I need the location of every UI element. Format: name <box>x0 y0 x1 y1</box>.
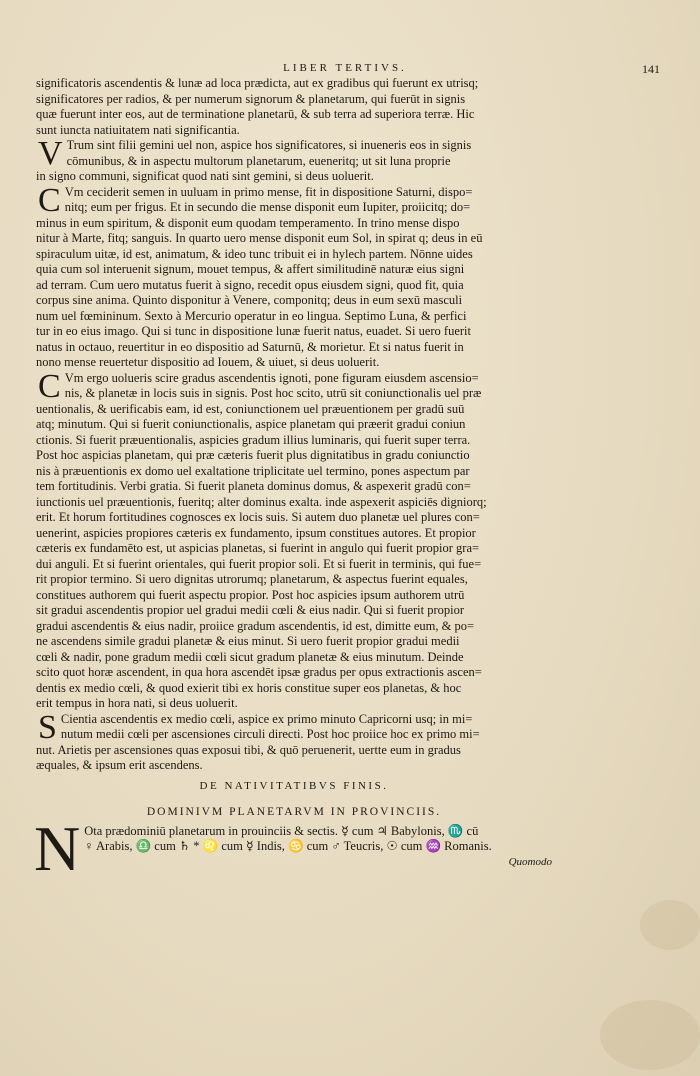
text-line: nut. Arietis per ascensiones quas exposui tibi, & quō peruenerit, uertte eum in gradus <box>36 742 461 757</box>
text-line: cæteris ex fundamēto est, ut aspicias planetas, si fuerint in angulo qui fuerit propior gra= <box>36 541 480 555</box>
paragraph <box>36 708 552 774</box>
text-line: spiraculum uitæ, id est, animatum, & ideo tunc tribuit ei in hylech partem. Nōnne uides <box>36 246 473 261</box>
text-line: constitues authorem qui fuerit aspectu propior. Post hoc aspicies ipsum authorem utrū <box>36 587 465 602</box>
text-line: gradui ascendentis & eius nadir, proiice gradum ascendentis, id est, dimitte eum, & po= <box>36 618 475 633</box>
text-line: sit gradui ascendentis propior uel gradui medii cœli & eius nadir. Qui si fuerit propior <box>36 603 465 617</box>
text-line: nutum medii cœli per ascensiones circuli directi. Post hoc proiice hoc ex primo mi= <box>60 727 480 741</box>
text-line: significatoris ascendentis & lunæ ad loca prædicta, aut ex gradibus qui fuerunt ex utrisq; <box>36 76 479 90</box>
text-line: dui anguli. Et si fuerint orientales, qui fuerit propior soli. Et si fuerit in terminis, qui fue= <box>36 556 482 571</box>
text-line: nis à præuentionis ex domo uel exaltatione triplicitate uel termino, pones aspectum par <box>36 463 470 478</box>
text-line: dentis ex medio cœli, & quod exierit tibi ex horis constitue super eos planetas, & hoc <box>36 680 462 695</box>
text-line: corpus sine anima. Quinto disponitur à Venere, componitq; deus in eum sexū masculi <box>36 293 463 307</box>
text-line: tem fortitudinis. Verbi gratia. Si fuerit planeta dominus domus, & aspexerit gradū con= <box>36 479 471 493</box>
paragraph <box>36 76 552 138</box>
text-line: erit tempus in hora nati, si deus uoluerit. <box>36 696 238 710</box>
text-line: num uel fœmininum. Sexto à Mercurio operatur in eo lingua. Septimo Luna, & perfici <box>36 308 467 323</box>
text-line: atq; minutum. Qui si fuerit coniunctionalis, aspice planetam qui præerit gradui coniun <box>36 417 466 431</box>
text-line: nis, & planetæ in locis suis in signis. Post hoc scito, utrū sit coniunctionalis uel præ <box>64 386 482 400</box>
text-line: sunt iuncta natiuitatem nati significantia. <box>36 122 240 137</box>
text-line: rit propior termino. Si uero dignitas utrorumq; planetarum, & aspectus fuerint equales, <box>36 572 468 586</box>
drop-cap: S <box>38 708 57 746</box>
text-line: erit. Et horum fortitudines cognosces ex locis suis. Si autem duo planetæ uel plures con= <box>36 510 480 524</box>
text-line: ne ascendens simile gradui planetæ & eius minut. Si uero fuerit propior gradui medii <box>36 634 460 648</box>
text-line: significatores per radios, & per numerum signorum & planetarum, qui fuerūt in signis <box>36 91 466 106</box>
section-title: DE NATIVITATIBVS FINIS. <box>199 779 389 792</box>
text-line: scito quot horæ ascendent, in qua hora ascendēt ipsæ gradus per opus extractionis ascen= <box>36 665 482 679</box>
drop-cap: C <box>38 181 61 219</box>
text-line: quæ fuerunt inter eos, aut de terminatione planetarū, & sub terra ad superiora terræ. Hic <box>36 107 475 121</box>
subsection-title: DOMINIVM PLANETARVM IN PROVINCIIS. <box>146 805 442 818</box>
text-line: ad terram. Cum uero mutatus fuerit à signo, recedit opus eiusdem signi, quod fit, quia <box>36 277 464 292</box>
text-line: æquales, & ipsum erit ascendens. <box>36 758 203 772</box>
text-line: uenerint, aspicies propiores cæteris ex fundamento, ipsum constitues autores. Et propior <box>36 525 476 540</box>
text-line: Vm ergo uolueris scire gradus ascendentis ignoti, pone figuram eiusdem ascensio= <box>64 370 479 385</box>
text-block <box>34 76 552 884</box>
paper-stain <box>600 1000 700 1070</box>
text-line: in signo communi, significat quod nati sint gemini, si deus uoluerit. <box>36 169 374 183</box>
text-line: tur in eo eius imago. Qui si tunc in dispositione lunæ fuerit natus, euadet. Si uero fuerit <box>36 324 471 338</box>
text-line: minus in eum spiritum, & disponit eum quodam temperamento. In trino mense dispo <box>36 215 460 230</box>
drop-cap: V <box>38 135 63 172</box>
text-line: quia cum sol interuenit signum, mouet tempus, & affert similitudinē naturæ eius signi <box>36 262 465 276</box>
drop-cap: N <box>34 812 81 884</box>
text-line: Ota prædominiū planetarum in prouinciis & sectis. ☿ cum ♃ Babylonis, ♏ cū <box>84 823 479 838</box>
text-line: ♀ Arabis, ♎ cum ♄ * ♌ cum ☿ Indis, ♋ cum ♂ Teucris, ☉ cum ♒ Romanis. <box>84 839 492 853</box>
drop-cap: C <box>38 367 61 405</box>
text-line: iunctionis uel præuentionis, fueritq; alter dominus exalta. inde aspexerit aspiciēs digniorq; <box>36 494 487 509</box>
text-line: Post hoc aspicias planetam, qui præ cæteris fuerit plus dignitatibus in gradu coniunctio <box>36 448 470 462</box>
running-title: LIBER TERTIVS. <box>283 62 407 74</box>
text-line: nono mense reuertetur dispositio ad Iouem, & uiuet, si deus uoluerit. <box>36 355 380 369</box>
text-line: natus in octauo, reuertitur in eo dispositio ad Saturnū, & morietur. Et si natus fuerit in <box>36 339 464 354</box>
text-line: nitq; eum per frigus. Et in secundo die mense disponit eum Iupiter, proiicitq; do= <box>64 200 471 214</box>
paragraph <box>36 181 552 371</box>
paragraph-list <box>36 76 552 774</box>
folio-number: 141 <box>642 62 660 76</box>
text-line: ctionis. Si fuerit præuentionalis, aspicies gradum illius luminaris, qui fuerit super terra. <box>36 432 471 447</box>
paragraph <box>36 367 552 712</box>
text-line: Trum sint filii gemini uel non, aspice hos significatores, si inueneris eos in signis <box>66 138 472 152</box>
text-line: cōmunibus, & in aspectu multorum planetarum, eueneritq; ut sit luna proprie <box>66 153 451 168</box>
text-line: uentionalis, & uerificabis eam, id est, coniunctionem uel præuentionem per gradū suū <box>36 401 465 416</box>
paragraph <box>36 135 552 185</box>
text-line: Vm ceciderit semen in uuluam in primo mense, fit in dispositione Saturni, dispo= <box>64 184 473 199</box>
paper-stain <box>640 900 700 950</box>
catchword: Quomodo <box>508 855 552 868</box>
text-line: Cientia ascendentis ex medio cœli, aspice ex primo minuto Capricorni usq; in mi= <box>60 711 473 726</box>
text-line: cœli & nadir, pone gradum medii cœli sicut gradum planetæ & eius minutum. Deinde <box>36 649 464 664</box>
text-line: nitur à Marte, fitq; sanguis. In quarto uero mense disponit eum Sol, in spirat q; deus in eū <box>36 231 483 245</box>
